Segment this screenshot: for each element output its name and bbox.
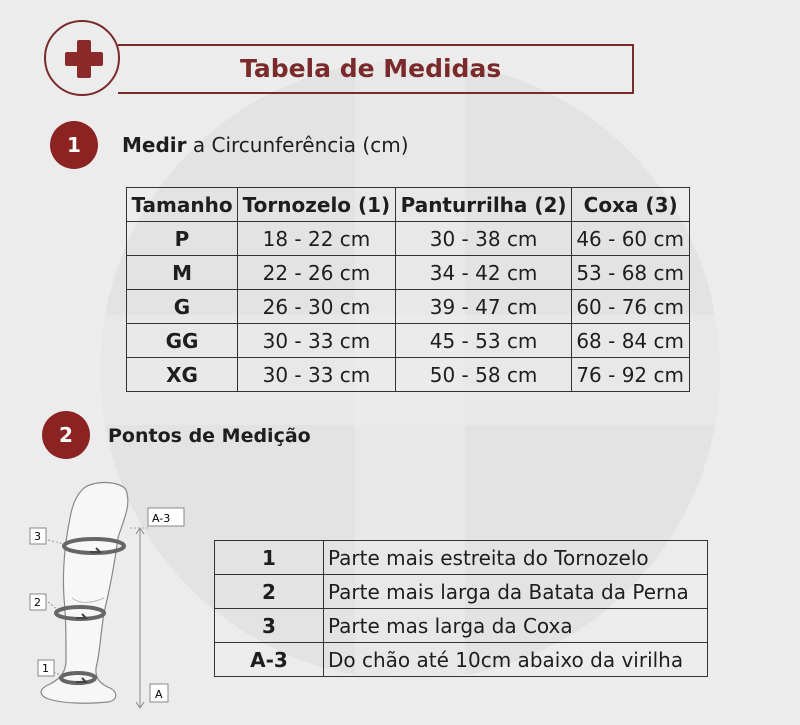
header-ankle: Tornozelo (1): [238, 188, 396, 222]
size-cell: M: [127, 256, 238, 290]
step-1-label-bold: Medir: [122, 133, 187, 157]
size-cell: P: [127, 222, 238, 256]
ankle-cell: 30 - 33 cm: [238, 358, 396, 392]
table-row: [127, 256, 690, 290]
calf-cell: 45 - 53 cm: [395, 324, 571, 358]
size-table-header: [127, 188, 690, 222]
thigh-cell: 53 - 68 cm: [572, 256, 690, 290]
point-description: Parte mais larga da Batata da Perna: [324, 575, 708, 609]
point-description: Parte mais estreita do Tornozelo: [324, 541, 708, 575]
step-2-badge: 2: [42, 411, 90, 459]
leg-measurement-figure: [20, 478, 220, 718]
table-row: [127, 324, 690, 358]
figure-label-2: 2: [34, 596, 41, 609]
calf-cell: 39 - 47 cm: [395, 290, 571, 324]
step-1-label-rest: a Circunferência (cm): [186, 133, 409, 157]
table-row: [127, 290, 690, 324]
ankle-cell: 30 - 33 cm: [238, 324, 396, 358]
header-border-top: [118, 44, 634, 46]
page-title: Tabela de Medidas: [240, 54, 502, 83]
table-row: [127, 222, 690, 256]
calf-cell: 34 - 42 cm: [395, 256, 571, 290]
table-row: [215, 643, 708, 677]
thigh-cell: 60 - 76 cm: [572, 290, 690, 324]
table-row: [127, 358, 690, 392]
ankle-cell: 18 - 22 cm: [238, 222, 396, 256]
calf-cell: 50 - 58 cm: [395, 358, 571, 392]
size-cell: GG: [127, 324, 238, 358]
ankle-cell: 26 - 30 cm: [238, 290, 396, 324]
figure-label-3: 3: [34, 530, 41, 543]
figure-label-a3: A-3: [152, 512, 171, 525]
table-row: [215, 609, 708, 643]
table-row: [215, 541, 708, 575]
figure-label-a: A: [155, 688, 163, 701]
table-row: [215, 575, 708, 609]
size-cell: XG: [127, 358, 238, 392]
calf-cell: 30 - 38 cm: [395, 222, 571, 256]
thigh-cell: 46 - 60 cm: [572, 222, 690, 256]
header-thigh: Coxa (3): [572, 188, 690, 222]
guide-line-3: [48, 540, 64, 544]
size-table: [126, 187, 690, 392]
measurement-points-table: [214, 540, 708, 677]
header-size: Tamanho: [127, 188, 238, 222]
point-description: Do chão até 10cm abaixo da virilha: [324, 643, 708, 677]
guide-line-2: [48, 602, 58, 610]
point-number: 2: [215, 575, 324, 609]
step-1-label: [122, 133, 409, 157]
thigh-cell: 76 - 92 cm: [572, 358, 690, 392]
ankle-cell: 22 - 26 cm: [238, 256, 396, 290]
header-border-bottom: [118, 92, 634, 94]
header-border-right: [632, 44, 634, 94]
point-number: 3: [215, 609, 324, 643]
figure-label-1: 1: [42, 662, 49, 675]
step-1-badge: 1: [50, 121, 98, 169]
point-description: Parte mas larga da Coxa: [324, 609, 708, 643]
size-cell: G: [127, 290, 238, 324]
medical-cross-icon-bar: [65, 52, 103, 66]
point-number: A-3: [215, 643, 324, 677]
header-calf: Panturrilha (2): [395, 188, 571, 222]
thigh-cell: 68 - 84 cm: [572, 324, 690, 358]
step-2-label: Pontos de Medição: [108, 425, 311, 447]
point-number: 1: [215, 541, 324, 575]
